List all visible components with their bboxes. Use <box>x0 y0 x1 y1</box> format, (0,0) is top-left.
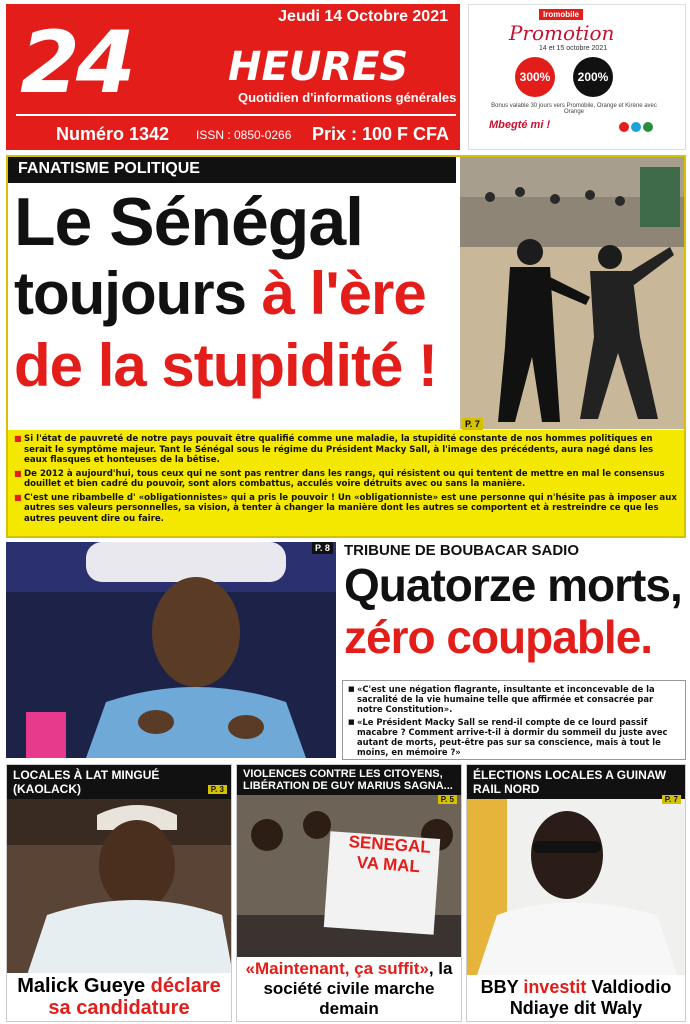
issue-date: Jeudi 14 Octobre 2021 <box>278 8 448 25</box>
lead-page-ref: P. 7 <box>462 418 483 430</box>
ad-text: Bonus valable 30 jours vers Promobile, Orange et Kirène avec Orange <box>491 103 657 115</box>
issue-number: Numéro 1342 <box>56 124 170 144</box>
lead-headline-line-1[interactable]: Le Sénégal <box>14 184 364 260</box>
play-store-icon <box>643 122 653 132</box>
column-2-photo <box>237 795 461 973</box>
column-3-photo <box>467 795 685 975</box>
price: Prix : 100 F CFA <box>312 124 450 144</box>
tribune-page-ref: P. 8 <box>312 542 333 554</box>
story-column-1[interactable] <box>6 764 232 1022</box>
tribune-quote-1: ■ «C'est une négation flagrante, insultante et inconcevable de la sacralité de la vie humaine telle que affirmée et consacrée par notre Constitution». <box>348 684 680 714</box>
app-icon <box>631 122 641 132</box>
logo-word: HEURES <box>228 44 409 90</box>
tribune-headline-line-2[interactable]: zéro coupable. <box>344 611 653 663</box>
story-column-3[interactable] <box>466 764 686 1022</box>
portrait-illustration <box>467 795 685 975</box>
lead-headline-line-2-red: à l'ère <box>261 260 426 327</box>
column-2-page-ref: P. 5 <box>438 795 457 804</box>
column-2-headline[interactable] <box>237 957 461 1021</box>
masthead-divider <box>16 114 456 116</box>
column-1-headline-black: Malick Gueye <box>17 975 151 997</box>
column-1-page-ref: P. 3 <box>208 785 227 794</box>
column-1-headline-line-2: sa candidature <box>48 997 190 1019</box>
ad-slogan: Mbegté mi ! <box>489 119 551 131</box>
lead-bullet-1: ■ Si l'état de pauvreté de notre pays pouvait être qualifié comme une maladie, la stupidité constante de nos hommes politiques en serait le symptôme majeur. Tant le Sénégal sous le régime du Président Macky Sall, à l'image des précédents, aura nagé dans les eaux flasques et honteuses de la bêtise. <box>14 434 678 466</box>
lead-headline-line-2[interactable] <box>14 262 426 326</box>
column-1-head: LOCALES À LAT MINGUÉ (KAOLACK) <box>7 765 231 799</box>
tribune-kicker: TRIBUNE DE BOUBACAR SADIO <box>344 542 580 559</box>
tribune-quotes <box>342 680 686 760</box>
tribune-headline-line-1[interactable]: Quatorze morts, <box>344 559 682 611</box>
tribune-quote-2: ■ «Le Président Macky Sall se rend-il compte de ce lourd passif macabre ? Comment arrive-t-il à dormir du sommeil du juste avec autant de morts, peut-être pas sur sa conscience, mais à tout le moins, en mémoire ?» <box>348 717 680 757</box>
ad-brand: Iromobile <box>539 9 583 20</box>
ad-dates: 14 et 15 octobre 2021 <box>539 45 608 52</box>
ad-offer-1: 300% <box>515 57 555 97</box>
logo-number: 24 <box>20 13 132 113</box>
column-3-headline-red: investit <box>523 977 587 997</box>
column-3-head: ÉLECTIONS LOCALES A GUINAW RAIL NORD <box>467 765 685 799</box>
lead-kicker: FANATISME POLITIQUE <box>8 157 456 183</box>
lead-bullet-3: ■ C'est une ribambelle d' «obligationnistes» qui a pris le pouvoir ! Un «obligationniste» est une personne qui n'hésite pas à imposer aux autres ses valeurs personnelles, sa vision, à tenter à changer la manière dont les autres se comportent et à restreindre ce que les autres peuvent dire ou faire. <box>14 493 678 525</box>
tribune-photo[interactable] <box>6 542 336 758</box>
column-2-headline-red: «Maintenant, ça suffit» <box>245 959 429 978</box>
ad-app-icons <box>619 119 655 137</box>
column-3-headline[interactable] <box>467 975 685 1021</box>
column-3-page-ref: P. 7 <box>662 795 681 804</box>
lead-bullet-2: ■ De 2012 à aujourd'hui, tous ceux qui ne sont pas rentrer dans les rangs, qui résistent ou qui tentent de mettre en mal le consensus douillet et bien cadré du pouvoir, sont alors combattus, acculés voire détruits avec ou sans la manière. <box>14 469 678 490</box>
issn: ISSN : 0850-0266 <box>196 128 292 142</box>
protest-photo-illustration <box>460 157 684 429</box>
column-2-headline-black: , la société civile marche demain <box>263 959 453 1018</box>
ad-title: Promotion <box>509 21 615 45</box>
lead-photo[interactable] <box>460 157 684 429</box>
promo-advertisement[interactable] <box>468 4 686 150</box>
protest-sign-illustration <box>237 795 461 973</box>
app-store-icon <box>619 122 629 132</box>
lead-headline-line-2-black: toujours <box>14 260 262 327</box>
column-2-head: VIOLENCES CONTRE LES CITOYENS, LIBÉRATION DE GUY MARIUS SAGNA... <box>237 765 461 795</box>
interview-photo-illustration <box>6 542 336 758</box>
story-column-2[interactable] <box>236 764 462 1022</box>
lead-headline-line-3[interactable]: de la stupidité ! <box>14 332 438 399</box>
tagline: Quotidien d'informations générales <box>238 90 457 105</box>
column-1-headline[interactable] <box>7 973 231 1021</box>
portrait-illustration <box>7 785 231 975</box>
ad-offer-2: 200% <box>573 57 613 97</box>
lead-summary <box>8 430 684 536</box>
column-3-headline-black-2: Valdiodio Ndiaye dit Waly <box>509 977 672 1018</box>
masthead <box>6 4 460 150</box>
column-1-headline-red: déclare <box>150 975 221 997</box>
column-1-photo <box>7 785 231 975</box>
protest-sign-text: SENEGAL VA MAL <box>348 832 432 877</box>
column-3-headline-black-1: BBY <box>480 977 524 997</box>
